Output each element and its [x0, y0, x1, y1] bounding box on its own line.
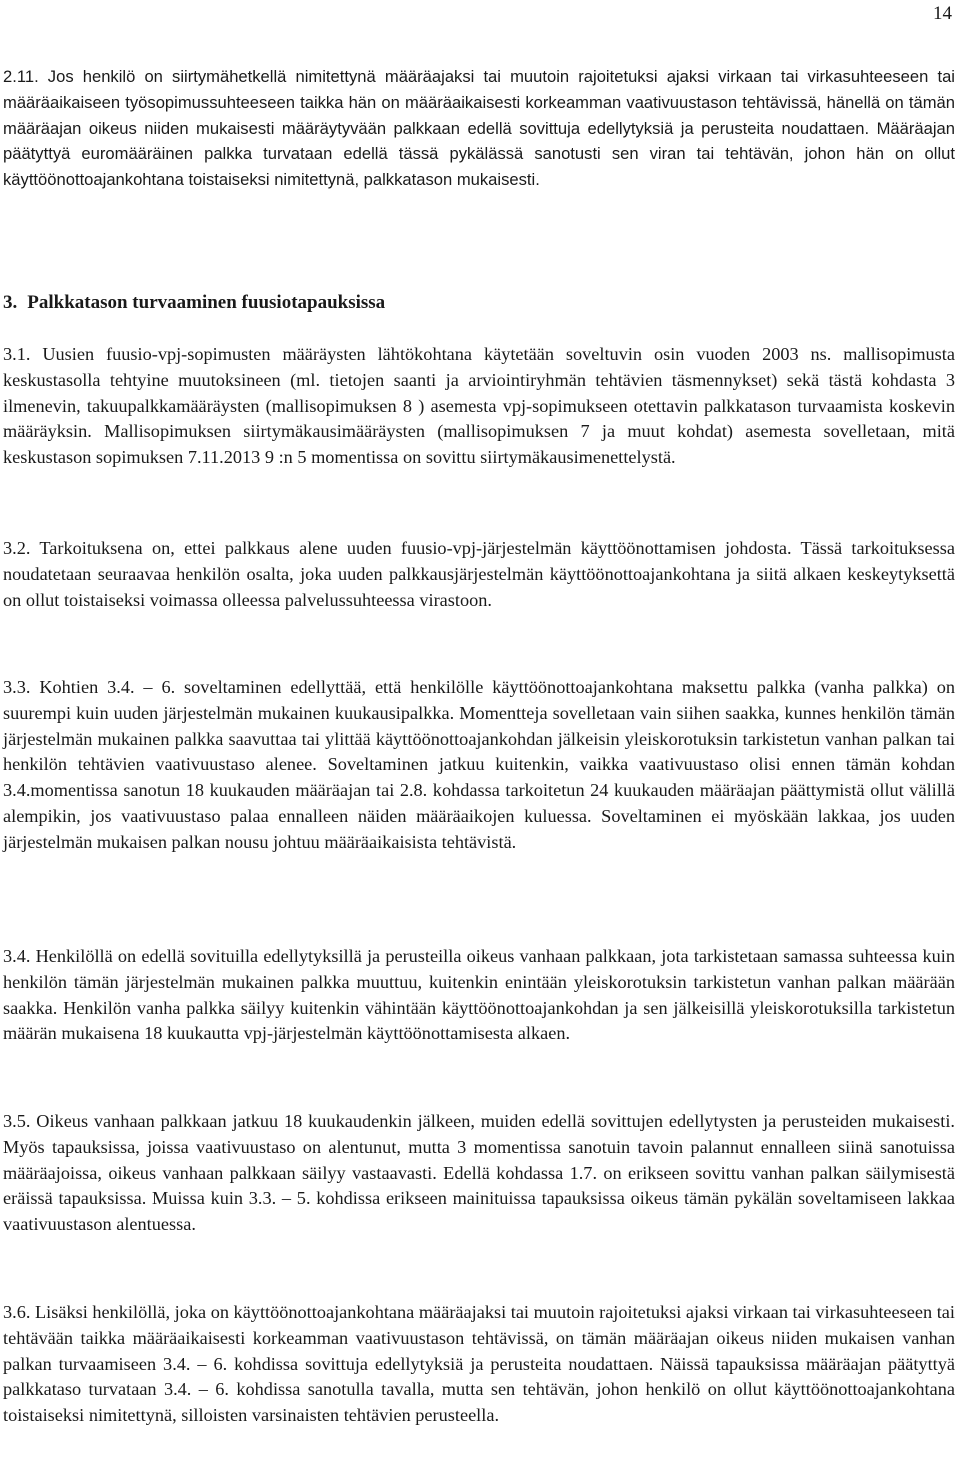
section-3-number: 3. [3, 292, 18, 313]
paragraph-3-1: 3.1. Uusien fuusio-vpj-sopimusten määräysten lähtökohtana käytetään soveltuvin osin vuoden 2003 ns. mallisopimusta keskustasolla tehtyine muutoksineen (ml. tietojen saanti ja arviointiryhmän tehtävien täsmennykset) sekä tästä kohdasta 3 ilmenevin, takuupalkkamääräysten (mallisopimuksen 8 ) asemesta vpj-sopimukseen otettavin palkkatason turvaamista koskevin määräyksin. Mallisopimuksen siirtymäkausimääräysten (mallisopimuksen 7 ja muut kohdat) asemesta sovelletaan, mitä keskustason sopimuksen 7.11.2013 9 :n 5 momentissa on sovittu siirtymäkausimenettelystä. [3, 344, 955, 468]
paragraph-3-2: 3.2. Tarkoituksena on, ettei palkkaus alene uuden fuusio-vpj-järjestelmän käyttöönottamisen johdosta. Tässä tarkoituksessa noudatetaan seuraavaa henkilön osalta, joka uuden palkkausjärjestelmän käyttöönottoajankohtana ja siitä alkaen keskeytyksettä on ollut toistaiseksi voimassa olleessa palvelussuhteessa virastoon. [3, 538, 955, 610]
section-3-heading [3, 290, 385, 316]
section-3-title: Palkkatason turvaaminen fuusiotapauksissa [27, 292, 386, 313]
page-number: 14 [933, 3, 952, 24]
paragraph-2-11: 2.11. Jos henkilö on siirtymähetkellä nimitettynä määräajaksi tai muutoin rajoitetuksi ajaksi virkaan tai virkasuhteeseen tai määräaikaiseen työsopimussuhteeseen taikka hän on määräaikaisesti korkeamman vaativuustason tehtävissä, hänellä on tämän määräajan oikeus niiden mukaisesti määräytyvään palkkaan edellä sovittuja edellytyksiä ja perusteita noudattaen. Määräajan päätyttyä euromääräinen palkka turvataan edellä tässä pykälässä sanotusti sen viran tai tehtävän, johon hän on ollut käyttöönottoajankohtana toistaiseksi nimitettynä, palkkatason mukaisesti. [3, 67, 955, 190]
paragraph-3-6: 3.6. Lisäksi henkilöllä, joka on käyttöönottoajankohtana määräajaksi tai muutoin rajoitetuksi ajaksi virkaan tai virkasuhteeseen tai tehtävään taikka määräaikaisesti korkeamman vaativuustason tehtävissä, on tämän määräajan oikeus niiden mukaisen vanhan palkan turvaamiseen 3.4. – 6. kohdissa sovittuja edellytyksiä ja perusteita noudattaen. Näissä tapauksissa määräajan päätyttyä palkkataso turvataan 3.4. – 6. kohdissa sanotulla tavalla, mutta sen tehtävän, johon henkilö on ollut käyttöönottoajankohtana toistaiseksi nimitettynä, silloisten varsinaisten tehtävien perusteella. [3, 1302, 955, 1426]
paragraph-3-3: 3.3. Kohtien 3.4. – 6. soveltaminen edellyttää, että henkilölle käyttöönottoajankohtana maksettu palkka (vanha palkka) on suurempi kuin uuden järjestelmän mukainen kuukausipalkka. Momentteja sovelletaan vain siihen saakka, kunnes henkilön tämän järjestelmän mukainen palkka saavuttaa tai ylittää käyttöönottoajankohdan jälkeisin yleiskorotuksin tarkistetun vanhan palkan tai henkilön tehtävien vaativuustaso alenee. Soveltaminen jatkuu kuitenkin, vaikka vaativuustaso olisi ennen tämän kohdan 3.4.momentissa sanotun 18 kuukauden määräajan tai 2.8. kohdassa tarkoitetun 24 kuukauden määräajan päättymistä ollut välillä alempikin, jos vaativuustaso palaa ennalleen näiden määräaikojen kuluessa. Soveltaminen ei myöskään lakkaa, jos uuden järjestelmän mukaisen palkan nousu johtuu määräaikaisista tehtävistä. [3, 677, 955, 852]
paragraph-3-4: 3.4. Henkilöllä on edellä sovituilla edellytyksillä ja perusteilla oikeus vanhaan palkkaan, jota tarkistetaan samassa suhteessa kuin henkilön tämän järjestelmän mukainen palkka muuttuu, kuitenkin enintään yleiskorotuksin tarkistetun vanhan palkan määrään saakka. Henkilön vanha palkka säilyy kuitenkin vähintään käyttöönottoajankohdan ja sen jälkeisillä yleiskorotuksilla tarkistetun määrän mukaisena 18 kuukautta vpj-järjestelmän käyttöönottamisesta alkaen. [3, 946, 955, 1044]
paragraph-3-5: 3.5. Oikeus vanhaan palkkaan jatkuu 18 kuukaudenkin jälkeen, muiden edellä sovittujen edellytysten ja perusteiden mukaisesti. Myös tapauksissa, joissa vaativuustaso on alentunut, mutta 3 momentissa sanotuin tavoin palannut ennalleen siinä sanotuissa määräajoissa, oikeus vanhaan palkkaan säilyy vastaavasti. Edellä kohdassa 1.7. on erikseen sovittu vanhan palkan säilymisestä eräissä tapauksissa. Muissa kuin 3.3. – 5. kohdissa erikseen mainituissa tapauksissa oikeus tämän pykälän soveltamiseen lakkaa vaativuustason alentuessa. [3, 1111, 955, 1235]
